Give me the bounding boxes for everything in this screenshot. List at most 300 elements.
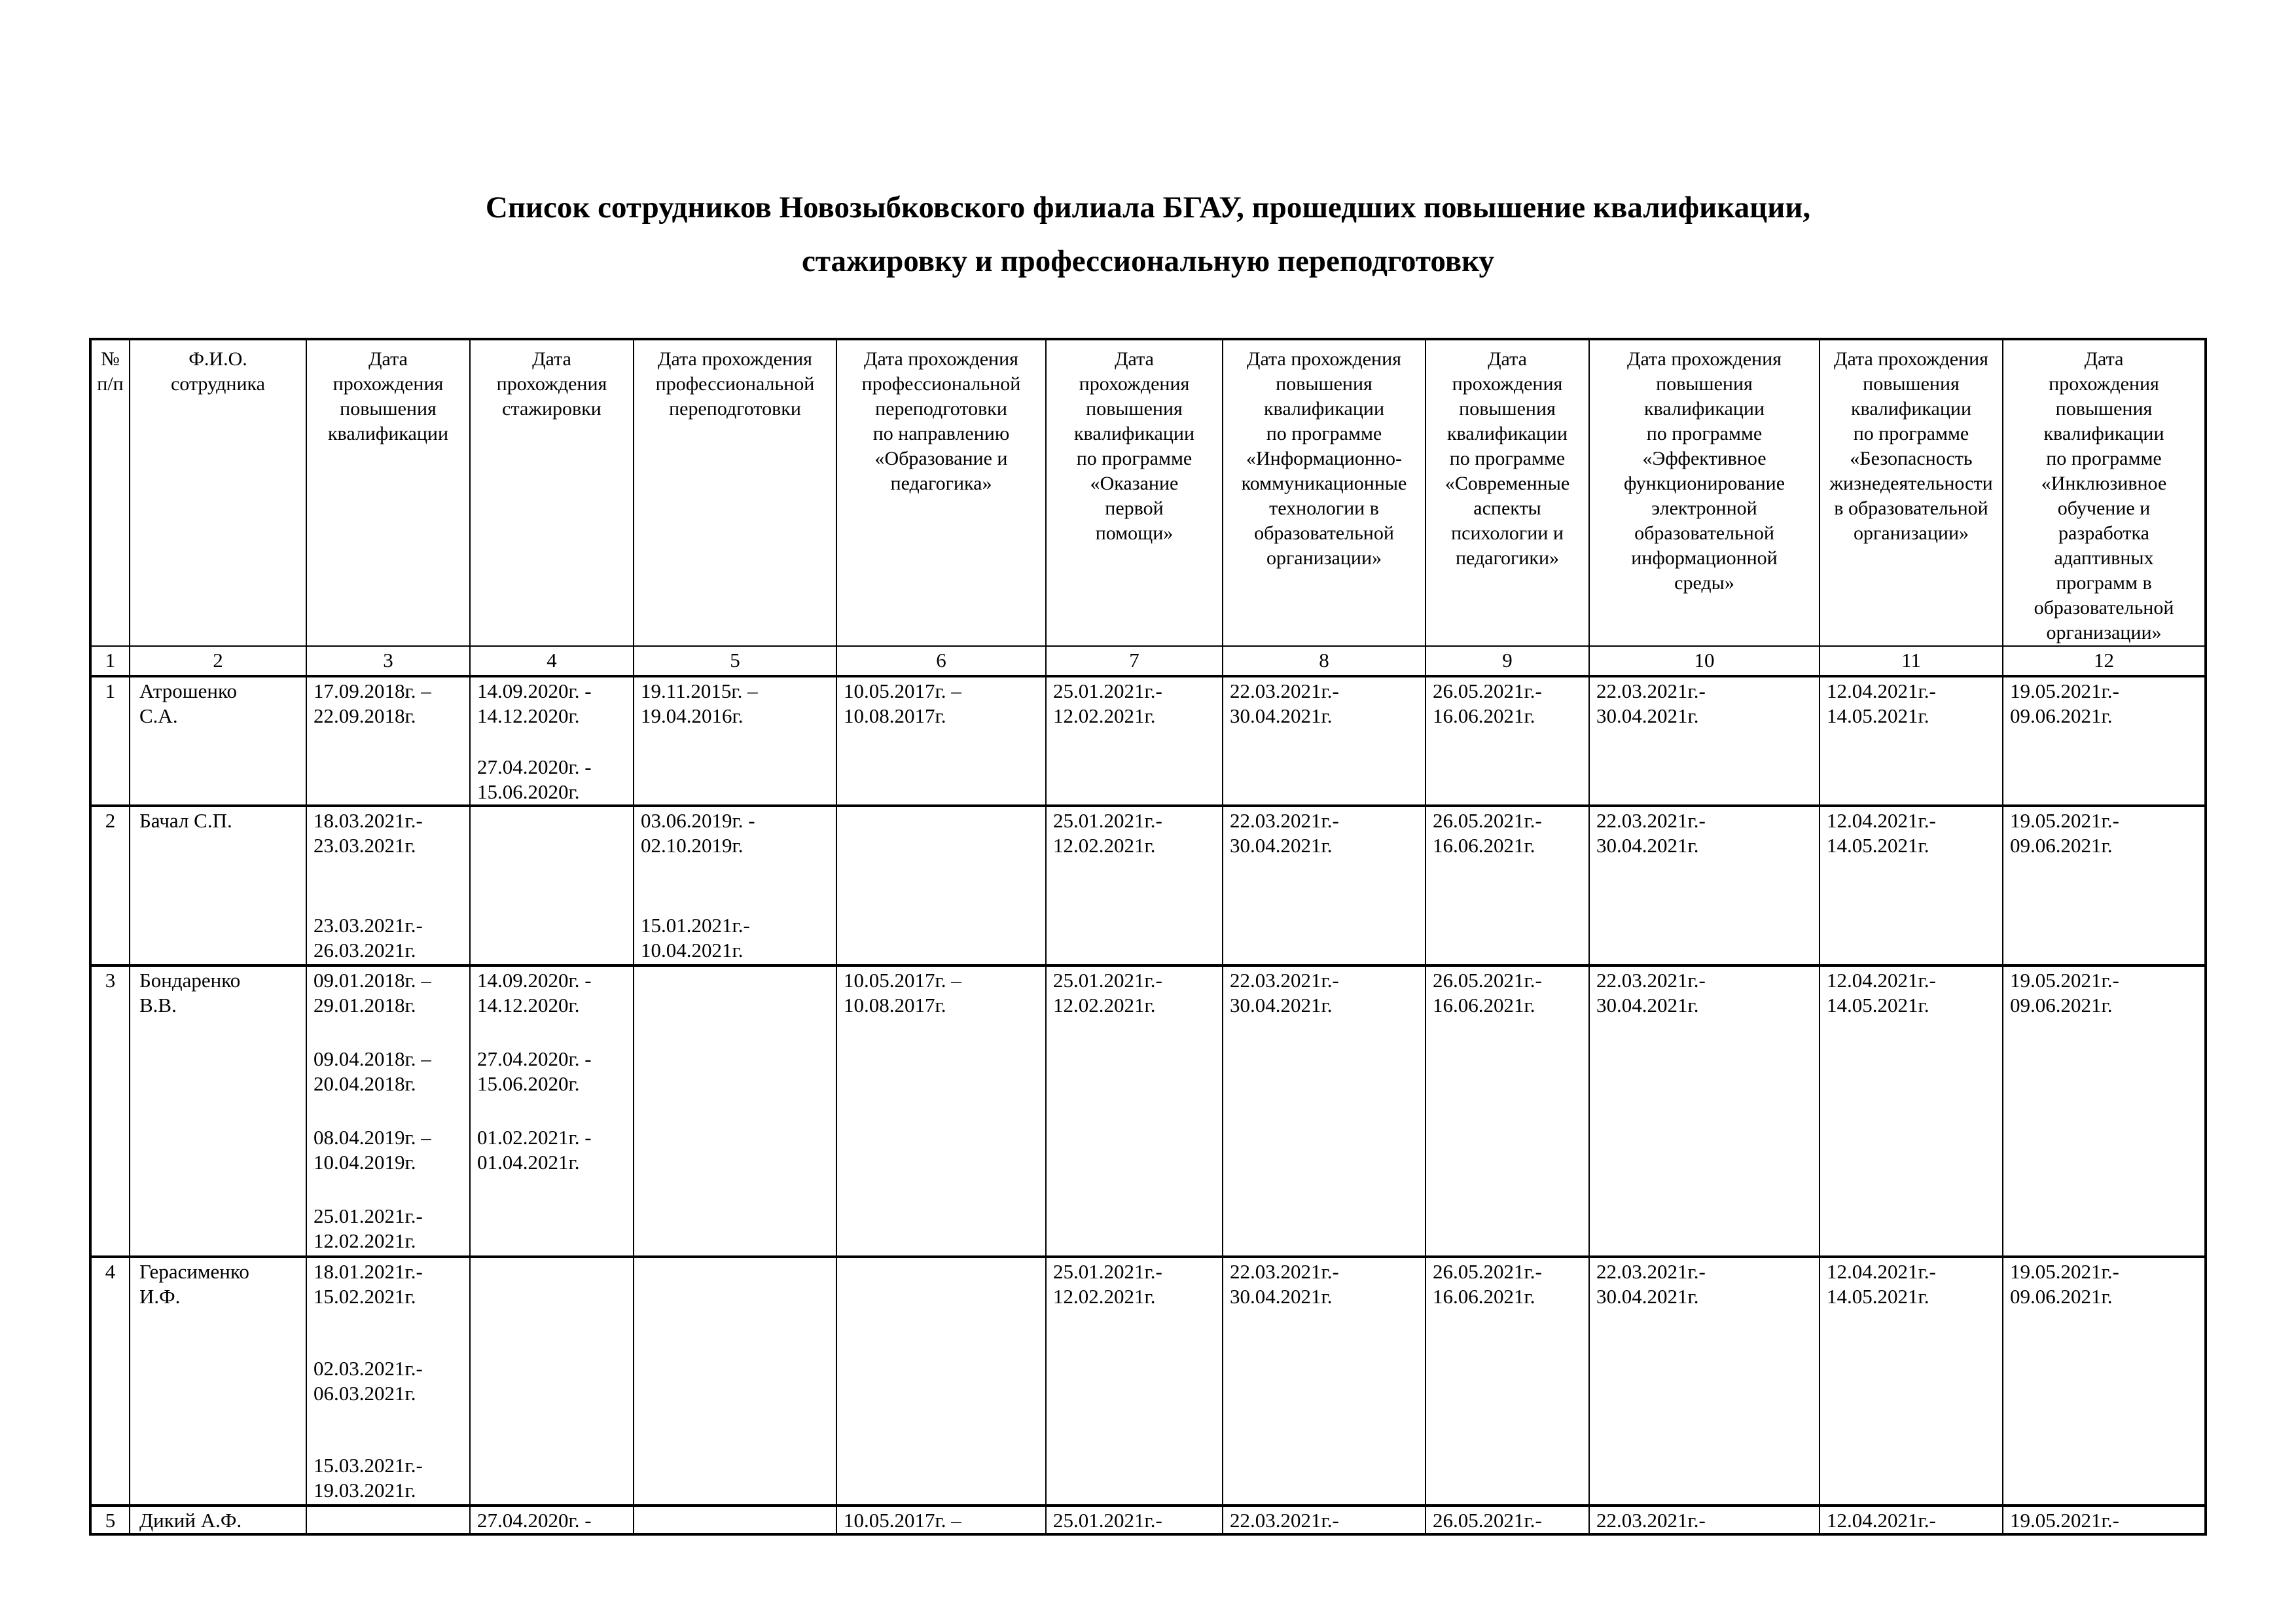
date-period: [314, 1047, 464, 1096]
text-line: 12.04.2021г.-: [1827, 1509, 1936, 1532]
date-cell-col5: [634, 1257, 836, 1506]
text-line: прохождения: [1452, 373, 1563, 395]
date-cell-col9: [1426, 965, 1589, 1257]
text-line: 17.09.2018г. –: [314, 679, 431, 702]
text-line: 10.08.2017г.: [844, 704, 946, 727]
date-period: [2010, 968, 2199, 1018]
text-line: 14.05.2021г.: [1827, 704, 1929, 727]
column-number-cell: 5: [634, 646, 836, 676]
date-period: [477, 1508, 628, 1533]
date-cell-col8: [1223, 1506, 1426, 1534]
text-line: 12.02.2021г.: [1053, 834, 1156, 857]
text-line: 19.05.2021г.-: [2010, 1509, 2119, 1532]
date-cell-col11: [1820, 1506, 2003, 1534]
text-line: 19.05.2021г.-: [2010, 679, 2119, 702]
employee-row: [90, 1257, 2206, 1506]
employee-row: [90, 676, 2206, 806]
text-line: 26.05.2021г.-: [1433, 809, 1542, 832]
text-line: 01.04.2021г.: [477, 1151, 580, 1174]
text-line: 26.05.2021г.-: [1433, 1509, 1542, 1532]
column-number-cell: 2: [130, 646, 306, 676]
text-line: стажировки: [502, 398, 601, 420]
text-line: 30.04.2021г.: [1230, 1285, 1333, 1308]
employee-name-cell: [130, 676, 306, 806]
text-line: 30.04.2021г.: [1230, 704, 1333, 727]
date-cell-col5: [634, 965, 836, 1257]
text-line: 12.04.2021г.-: [1827, 809, 1936, 832]
date-cell-col9: [1426, 1506, 1589, 1534]
text-line: организации»: [1853, 522, 1969, 544]
text-line: организации»: [2046, 622, 2162, 643]
employee-name-cell: [130, 965, 306, 1257]
text-line: 29.01.2018г.: [314, 994, 416, 1017]
text-line: в образовательной: [1834, 497, 1988, 519]
header-cell-col5: [634, 339, 836, 646]
text-line: прохождения: [2049, 373, 2159, 395]
text-line: 15.06.2020г.: [477, 780, 580, 803]
text-line: педагогики»: [1455, 547, 1560, 569]
text-line: по программе: [1449, 448, 1566, 469]
date-cell-col9: [1426, 676, 1589, 806]
text-line: Дата прохождения: [1627, 348, 1782, 370]
header-cell-col12: [2003, 339, 2206, 646]
text-line: 19.03.2021г.: [314, 1479, 416, 1502]
text-line: Дата прохождения: [1247, 348, 1401, 370]
date-period: [314, 1453, 464, 1503]
date-cell-col8: [1223, 965, 1426, 1257]
date-cell-col4: [470, 965, 634, 1257]
date-cell-col10: [1589, 676, 1820, 806]
text-line: квалификации: [1446, 423, 1568, 444]
date-cell-col10: [1589, 1257, 1820, 1506]
text-line: 22.03.2021г.-: [1230, 809, 1339, 832]
date-cell-col11: [1820, 965, 2003, 1257]
text-line: 03.06.2019г. -: [641, 809, 755, 832]
text-line: повышения: [2055, 398, 2153, 420]
text-line: разработка: [2058, 522, 2149, 544]
text-line: повышения: [340, 398, 437, 420]
text-line: 27.04.2020г. -: [477, 1509, 592, 1532]
text-line: 15.01.2021г.-: [641, 914, 750, 937]
text-line: 26.03.2021г.: [314, 939, 416, 962]
text-line: «Оказание: [1090, 473, 1179, 494]
employee-name-cell: [130, 1506, 306, 1534]
document-title-line1: Список сотрудников Новозыбковского филиала БГАУ, прошедших повышение квалификации,: [485, 190, 1811, 225]
date-cell-col12: [2003, 965, 2206, 1257]
column-number-cell: 3: [306, 646, 470, 676]
date-period: [844, 679, 1040, 729]
text-line: коммуникационные: [1241, 473, 1407, 494]
text-line: «Эффективное: [1642, 448, 1767, 469]
text-line: 02.10.2019г.: [641, 834, 744, 857]
date-period: [1596, 968, 1814, 1018]
text-line: 14.12.2020г.: [477, 994, 580, 1017]
text-line: сотрудника: [171, 373, 265, 395]
text-line: 09.06.2021г.: [2010, 834, 2113, 857]
date-cell-col3: [306, 806, 470, 965]
text-line: 12.04.2021г.-: [1827, 969, 1936, 992]
date-cell-col6: [836, 676, 1046, 806]
date-period: [1596, 679, 1814, 729]
text-line: 30.04.2021г.: [1230, 834, 1333, 857]
text-line: «Образование и: [874, 448, 1008, 469]
text-line: электронной: [1651, 497, 1757, 519]
date-period: [314, 1204, 464, 1254]
text-line: 26.05.2021г.-: [1433, 679, 1542, 702]
text-line: 19.05.2021г.-: [2010, 1260, 2119, 1283]
date-period: [1053, 808, 1217, 858]
row-number-cell: 2: [90, 806, 130, 965]
date-cell-col11: [1820, 676, 2003, 806]
text-line: жизнедеятельности: [1829, 473, 1993, 494]
header-cell-col8: [1223, 339, 1426, 646]
text-line: 25.01.2021г.-: [1053, 809, 1162, 832]
text-line: переподготовки: [875, 398, 1007, 420]
text-line: 16.06.2021г.: [1433, 1285, 1535, 1308]
date-cell-col11: [1820, 1257, 2003, 1506]
date-period: [1433, 968, 1583, 1018]
text-line: 22.03.2021г.-: [1596, 1509, 1706, 1532]
document-title-line2: стажировку и профессиональную переподготовку: [801, 244, 1495, 278]
date-period: [314, 679, 464, 729]
text-line: 15.03.2021г.-: [314, 1454, 423, 1477]
text-line: образовательной: [2034, 597, 2174, 619]
text-line: 22.03.2021г.-: [1230, 969, 1339, 992]
column-number-cell: 7: [1046, 646, 1223, 676]
text-line: 18.01.2021г.-: [314, 1260, 423, 1283]
date-period: [1433, 1508, 1583, 1533]
text-line: информационной: [1631, 547, 1778, 569]
text-line: первой: [1105, 497, 1164, 519]
date-cell-col5: [634, 806, 836, 965]
text-line: 25.01.2021г.-: [314, 1204, 423, 1227]
date-period: [1230, 1259, 1420, 1309]
text-line: повышения: [1086, 398, 1183, 420]
text-line: 22.03.2021г.-: [1596, 1260, 1706, 1283]
text-line: 10.05.2017г. –: [844, 969, 961, 992]
text-line: 09.01.2018г. –: [314, 969, 431, 992]
text-line: повышения: [1863, 373, 1960, 395]
date-period: [477, 1125, 628, 1175]
text-line: Дата: [532, 348, 571, 370]
text-line: 09.06.2021г.: [2010, 994, 2113, 1017]
column-number-cell: 6: [836, 646, 1046, 676]
date-period: [477, 968, 628, 1018]
text-line: 19.11.2015г. –: [641, 679, 758, 702]
header-cell-col11: [1820, 339, 2003, 646]
text-line: Дата прохождения: [864, 348, 1018, 370]
date-period: [1053, 968, 1217, 1018]
date-period: [1596, 808, 1814, 858]
date-cell-col12: [2003, 676, 2206, 806]
date-cell-col9: [1426, 806, 1589, 965]
text-line: 14.05.2021г.: [1827, 994, 1929, 1017]
date-period: [314, 1356, 464, 1406]
date-period: [1596, 1259, 1814, 1309]
date-cell-col4: [470, 1506, 634, 1534]
row-number-cell: 1: [90, 676, 130, 806]
date-period: [641, 679, 831, 729]
text-line: С.А.: [139, 704, 178, 727]
date-cell-col8: [1223, 1257, 1426, 1506]
date-period: [2010, 808, 2199, 858]
text-line: прохождения: [332, 373, 444, 395]
text-line: 30.04.2021г.: [1596, 994, 1699, 1017]
text-line: 22.03.2021г.-: [1230, 679, 1339, 702]
date-cell-col10: [1589, 965, 1820, 1257]
text-line: 25.01.2021г.-: [1053, 1509, 1162, 1532]
date-period: [1596, 1508, 1814, 1533]
text-line: адаптивных: [2054, 547, 2154, 569]
text-line: «Современные: [1444, 473, 1570, 494]
date-cell-col12: [2003, 806, 2206, 965]
text-line: программ в: [2056, 572, 2152, 594]
date-period: [641, 808, 831, 858]
date-period: [314, 1125, 464, 1175]
text-line: 12.02.2021г.: [1053, 704, 1156, 727]
text-line: 15.02.2021г.: [314, 1285, 416, 1308]
text-line: №: [101, 348, 120, 370]
text-line: 16.06.2021г.: [1433, 834, 1535, 857]
text-line: 14.09.2020г. -: [477, 969, 592, 992]
date-cell-col11: [1820, 806, 2003, 965]
column-number-cell: 9: [1426, 646, 1589, 676]
text-line: Дата: [1488, 348, 1527, 370]
column-number-cell: 10: [1589, 646, 1820, 676]
document-title: [0, 181, 2296, 288]
text-line: по программе: [2046, 448, 2162, 469]
date-period: [1827, 808, 1997, 858]
text-line: 27.04.2020г. -: [477, 755, 592, 778]
date-period: [1053, 1259, 1217, 1309]
text-line: 14.09.2020г. -: [477, 679, 592, 702]
text-line: 25.01.2021г.-: [1053, 679, 1162, 702]
text-line: 22.03.2021г.-: [1596, 809, 1706, 832]
text-line: аспекты: [1473, 497, 1541, 519]
text-line: 10.05.2017г. –: [844, 1509, 961, 1532]
date-cell-col6: [836, 806, 1046, 965]
text-line: 20.04.2018г.: [314, 1072, 416, 1095]
date-cell-col4: [470, 1257, 634, 1506]
text-line: 22.03.2021г.-: [1230, 1509, 1339, 1532]
text-line: «Безопасность: [1850, 448, 1973, 469]
text-line: по программе: [1076, 448, 1193, 469]
text-line: образовательной: [1634, 522, 1774, 544]
text-line: повышения: [1276, 373, 1372, 395]
text-line: 12.02.2021г.: [1053, 1285, 1156, 1308]
column-number-cell: 8: [1223, 646, 1426, 676]
text-line: 22.03.2021г.-: [1596, 679, 1706, 702]
date-cell-col3: [306, 1506, 470, 1534]
text-line: 09.06.2021г.: [2010, 704, 2113, 727]
date-period: [1827, 968, 1997, 1018]
text-line: функционирование: [1623, 473, 1785, 494]
text-line: 08.04.2019г. –: [314, 1126, 431, 1149]
text-line: «Информационно-: [1246, 448, 1402, 469]
date-cell-col12: [2003, 1257, 2206, 1506]
text-line: Дата: [2084, 348, 2124, 370]
text-line: 30.04.2021г.: [1596, 704, 1699, 727]
text-line: 12.04.2021г.-: [1827, 679, 1936, 702]
row-number-cell: 5: [90, 1506, 130, 1534]
text-line: Дата прохождения: [658, 348, 812, 370]
date-period: [1827, 1259, 1997, 1309]
column-number-cell: 11: [1820, 646, 2003, 676]
column-numbers-row: [90, 646, 2206, 676]
date-cell-col8: [1223, 676, 1426, 806]
text-line: 09.06.2021г.: [2010, 1285, 2113, 1308]
text-line: Дикий А.Ф.: [139, 1509, 242, 1532]
header-cell-col1: [90, 339, 130, 646]
text-line: квалификации: [2043, 423, 2164, 444]
text-line: п/п: [97, 373, 124, 395]
text-line: педагогика»: [890, 473, 992, 494]
text-line: 26.05.2021г.-: [1433, 969, 1542, 992]
text-line: прохождения: [496, 373, 607, 395]
column-number-cell: 12: [2003, 646, 2206, 676]
text-line: 15.06.2020г.: [477, 1072, 580, 1095]
date-cell-col3: [306, 676, 470, 806]
text-line: 22.09.2018г.: [314, 704, 416, 727]
date-period: [1433, 679, 1583, 729]
text-line: 26.05.2021г.-: [1433, 1260, 1542, 1283]
date-cell-col7: [1046, 1506, 1223, 1534]
text-line: 14.05.2021г.: [1827, 1285, 1929, 1308]
text-line: психологии и: [1451, 522, 1564, 544]
date-cell-col8: [1223, 806, 1426, 965]
date-period: [1053, 1508, 1217, 1533]
text-line: 30.04.2021г.: [1230, 994, 1333, 1017]
date-period: [2010, 1508, 2199, 1533]
text-line: по программе: [1646, 423, 1763, 444]
text-line: И.Ф.: [139, 1285, 181, 1308]
date-period: [1230, 968, 1420, 1018]
date-period: [1827, 679, 1997, 729]
date-period: [1230, 1508, 1420, 1533]
text-line: прохождения: [1079, 373, 1190, 395]
date-cell-col7: [1046, 1257, 1223, 1506]
text-line: профессиональной: [861, 373, 1021, 395]
date-period: [1827, 1508, 1997, 1533]
date-period: [477, 755, 628, 804]
column-number-cell: 1: [90, 646, 130, 676]
text-line: квалификации: [1263, 398, 1385, 420]
text-line: В.В.: [139, 994, 177, 1017]
text-line: профессиональной: [655, 373, 815, 395]
text-line: 27.04.2020г. -: [477, 1047, 592, 1070]
date-cell-col7: [1046, 806, 1223, 965]
employee-name-cell: [130, 1257, 306, 1506]
text-line: 22.03.2021г.-: [1230, 1260, 1339, 1283]
text-line: 25.01.2021г.-: [1053, 969, 1162, 992]
training-table: [89, 338, 2207, 1536]
text-line: 06.03.2021г.: [314, 1382, 416, 1405]
date-period: [1053, 679, 1217, 729]
text-line: 10.04.2021г.: [641, 939, 744, 962]
date-period: [1230, 808, 1420, 858]
text-line: квалификации: [327, 423, 449, 444]
text-line: 10.08.2017г.: [844, 994, 946, 1017]
text-line: 19.04.2016г.: [641, 704, 744, 727]
text-line: квалификации: [1073, 423, 1195, 444]
column-number-cell: 4: [470, 646, 634, 676]
text-line: «Инклюзивное: [2041, 473, 2167, 494]
text-line: повышения: [1656, 373, 1753, 395]
text-line: 23.03.2021г.-: [314, 914, 423, 937]
text-line: 10.05.2017г. –: [844, 679, 961, 702]
date-cell-col4: [470, 676, 634, 806]
date-cell-col4: [470, 806, 634, 965]
date-period: [477, 1047, 628, 1096]
employee-row: [90, 806, 2206, 965]
date-period: [2010, 679, 2199, 729]
date-cell-col3: [306, 965, 470, 1257]
header-cell-col9: [1426, 339, 1589, 646]
date-cell-col12: [2003, 1506, 2206, 1534]
date-period: [314, 913, 464, 963]
text-line: 16.06.2021г.: [1433, 704, 1535, 727]
text-line: повышения: [1459, 398, 1556, 420]
text-line: по программе: [1853, 423, 1969, 444]
date-period: [844, 1508, 1040, 1533]
employee-row: [90, 965, 2206, 1257]
text-line: технологии в: [1269, 497, 1379, 519]
text-line: 23.03.2021г.: [314, 834, 416, 857]
text-line: 19.05.2021г.-: [2010, 969, 2119, 992]
text-line: 14.12.2020г.: [477, 704, 580, 727]
text-line: помощи»: [1095, 522, 1174, 544]
text-line: Герасименко: [139, 1260, 249, 1283]
text-line: 25.01.2021г.-: [1053, 1260, 1162, 1283]
text-line: по направлению: [872, 423, 1010, 444]
text-line: 12.02.2021г.: [314, 1229, 416, 1252]
date-cell-col6: [836, 1506, 1046, 1534]
text-line: Дата: [368, 348, 408, 370]
date-period: [844, 968, 1040, 1018]
date-cell-col10: [1589, 806, 1820, 965]
text-line: квалификации: [1643, 398, 1765, 420]
date-cell-col5: [634, 1506, 836, 1534]
date-cell-col10: [1589, 1506, 1820, 1534]
header-cell-col10: [1589, 339, 1820, 646]
date-cell-col7: [1046, 965, 1223, 1257]
date-period: [314, 1259, 464, 1309]
date-period: [641, 913, 831, 963]
date-period: [314, 968, 464, 1018]
date-period: [477, 679, 628, 729]
text-line: Бачал С.П.: [139, 809, 232, 832]
text-line: Ф.И.О.: [188, 348, 247, 370]
date-cell-col9: [1426, 1257, 1589, 1506]
date-cell-col3: [306, 1257, 470, 1506]
text-line: Дата: [1115, 348, 1154, 370]
table-header-row: [90, 339, 2206, 646]
text-line: 22.03.2021г.-: [1596, 969, 1706, 992]
date-period: [1433, 808, 1583, 858]
header-cell-col6: [836, 339, 1046, 646]
text-line: Дата прохождения: [1834, 348, 1988, 370]
text-line: 01.02.2021г. -: [477, 1126, 592, 1149]
date-cell-col7: [1046, 676, 1223, 806]
text-line: Бондаренко: [139, 969, 241, 992]
text-line: 02.03.2021г.-: [314, 1357, 423, 1380]
text-line: по программе: [1266, 423, 1382, 444]
text-line: 14.05.2021г.: [1827, 834, 1929, 857]
row-number-cell: 4: [90, 1257, 130, 1506]
row-number-cell: 3: [90, 965, 130, 1257]
date-period: [314, 808, 464, 858]
date-cell-col6: [836, 1257, 1046, 1506]
